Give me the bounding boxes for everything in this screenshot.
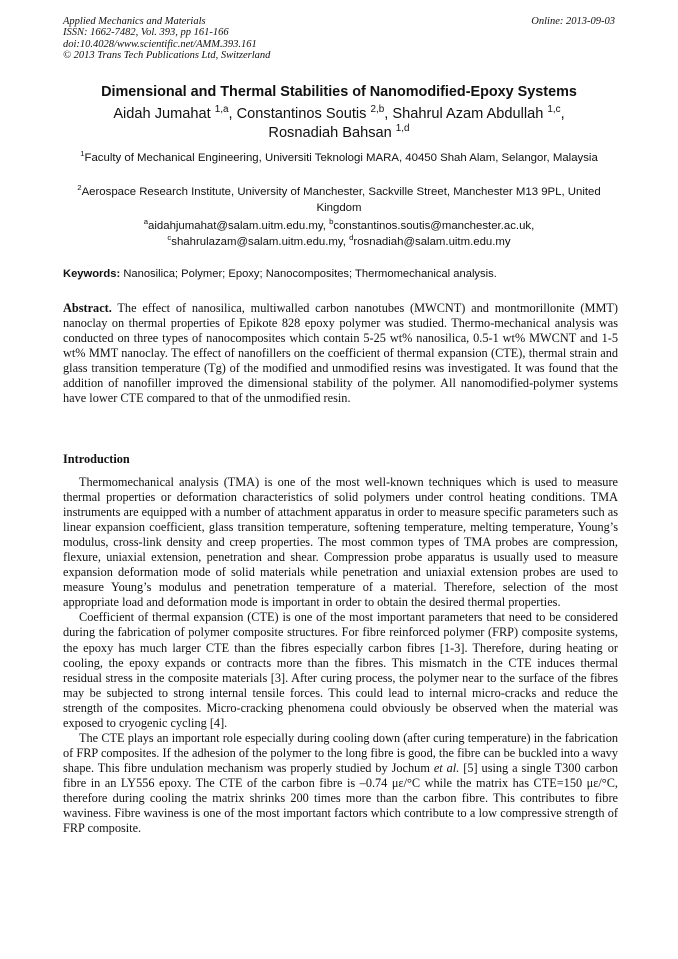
paragraph-text: [5] using a single T300 carbon fibre in an LY556 epoxy. The CTE of the carbon fibre is –0.74 με/°C while the matrix has CTE=150 με/°C, therefore during cooling the matrix shrinks 200 times more than the carbon fibre. This contributes to fibre waviness. Fibre waviness is one of the most important factors which contribute to a low compressive strength of FRP composite.: [63, 760, 618, 836]
journal-name: Applied Mechanics and Materials: [63, 16, 206, 27]
paragraph: [63, 731, 618, 836]
author-name: Rosnadiah Bahsan: [268, 125, 392, 141]
doi-line: doi:10.4028/www.scientific.net/AMM.393.161: [63, 38, 257, 50]
author-affiliation-mark: 1,a: [214, 104, 229, 116]
author-affiliation-mark: 1,d: [395, 123, 410, 135]
author-separator: ,: [384, 106, 393, 122]
keywords-text: Nanosilica; Polymer; Epoxy; Nanocomposites; Thermomechanical analysis.: [123, 268, 497, 280]
author-name: Constantinos Soutis: [236, 106, 367, 122]
email-address: aidahjumahat@salam.uitm.edu.my: [148, 220, 323, 232]
email-list: [60, 218, 618, 250]
email-address: shahrulazam@salam.uitm.edu.my: [171, 236, 343, 248]
paragraph: Thermomechanical analysis (TMA) is one of the most well-known techniques which is used to measure thermal properties or deformation characteristics of solid polymers under control heating conditions. TMA instruments are equipped with a number of attachment apparatus in order to measure specific parameters such as linear expansion coefficient, glass transition temperature, softening temperature, melting temperature, Young’s modulus, cross-link density and creep properties. The most common types of TMA probes are compression, flexure, uniaxial extension, penetration and shear. Compression probe apparatus is usually used to measure expansion deformation mode of solid materials while penetration and uniaxial extension probes are used to measure Young’s modulus and penetration temperature of a material. Therefore, selection of the most appropriate load and deformation mode is important in order to obtain the desired thermal properties.: [63, 475, 618, 610]
keywords: [63, 268, 618, 280]
affiliation-1: [60, 150, 618, 166]
abstract: [63, 301, 618, 406]
affiliation-2: [60, 184, 618, 216]
paragraph: Coefficient of thermal expansion (CTE) is one of the most important parameters that need to be considered during the fabrication of polymer composite structures. For fibre reinforced polymer (FRP) composite systems, the epoxy has much larger CTE than the fibres especially carbon fibres [1-3]. Therefore, during heating or cooling, the epoxy expands or contracts more than the fibres. This mismatch in the CTE induces thermal residual stress in the composite materials [3]. After curing process, the polymer near to the surface of the fibres may be subjected to strong internal tensile forces. This could lead to internal micro-cracks and reduce the strength of the composites. Micro-cracking phenomena could obviously be observed when the material was exposed to cryogenic cycling [4].: [63, 610, 618, 730]
email-mark: a: [143, 217, 149, 227]
author-affiliation-mark: 2,b: [370, 104, 385, 116]
email-mark: b: [329, 217, 334, 227]
affiliation-mark: 2: [77, 183, 82, 193]
author-separator: ,: [560, 106, 565, 122]
copyright-line: © 2013 Trans Tech Publications Ltd, Switzerland: [63, 50, 271, 62]
abstract-text: The effect of nanosilica, multiwalled carbon nanotubes (MWCNT) and montmorillonite (MMT) nanoclay on thermal properties of Epikote 828 epoxy polymer was studied. Thermo-mechanical analysis was conducted on three types of nanocomposites which contain 5-25 wt% nanosilica, 0.5-1 wt% MWCNT and 1-5 wt% MMT nanoclay. The effect of nanofillers on the coefficient of thermal expansion (CTE), thermal strain and glass transition temperature (Tg) of the modified and unmodified resins was investigated. It was found that the addition of nanofiller improved the dimensional stability of the polymer. All nanomodified-polymer systems have lower CTE compared to that of the unmodified resin.: [63, 301, 618, 406]
author-list: [40, 105, 638, 143]
issn-line: ISSN: 1662-7482, Vol. 393, pp 161-166: [63, 27, 229, 39]
author-affiliation-mark: 1,c: [547, 104, 561, 116]
email-address: rosnadiah@salam.uitm.edu.my: [353, 236, 511, 248]
affiliation-text: Aerospace Research Institute, University of Manchester, Sackville Street, Manchester M13 9PL, United Kingdom: [81, 186, 601, 214]
email-separator: ,: [531, 220, 535, 232]
journal-header: [63, 16, 615, 62]
paper-title: Dimensional and Thermal Stabilities of Nanomodified-Epoxy Systems: [101, 84, 577, 100]
email-separator: ,: [342, 236, 350, 248]
affiliation-mark: 1: [80, 149, 85, 159]
author-separator: ,: [228, 106, 237, 122]
author-name: Aidah Jumahat: [113, 106, 211, 122]
email-mark: c: [167, 233, 172, 243]
email-mark: d: [349, 233, 354, 243]
abstract-label: Abstract.: [63, 301, 112, 315]
keywords-label: Keywords:: [63, 268, 121, 280]
et-al: et al.: [433, 760, 460, 775]
author-name: Shahrul Azam Abdullah: [392, 106, 544, 122]
email-separator: ,: [322, 220, 330, 232]
section-heading-introduction: Introduction: [63, 452, 130, 466]
introduction-body: [63, 475, 618, 836]
affiliation-text: Faculty of Mechanical Engineering, Universiti Teknologi MARA, 40450 Shah Alam, Selangor, Malaysia: [84, 152, 598, 164]
paragraph-text: The CTE plays an important role especially during cooling down (after curing temperature) in the fabrication of FRP composites. If the adhesion of the polymer to the long fibre is good, the fibre can be buckled into a wavy shape. This fibre undulation mechanism was properly studied by Jochum: [63, 730, 618, 775]
email-address: constantinos.soutis@manchester.ac.uk: [333, 220, 532, 232]
online-date: Online: 2013-09-03: [531, 16, 615, 27]
